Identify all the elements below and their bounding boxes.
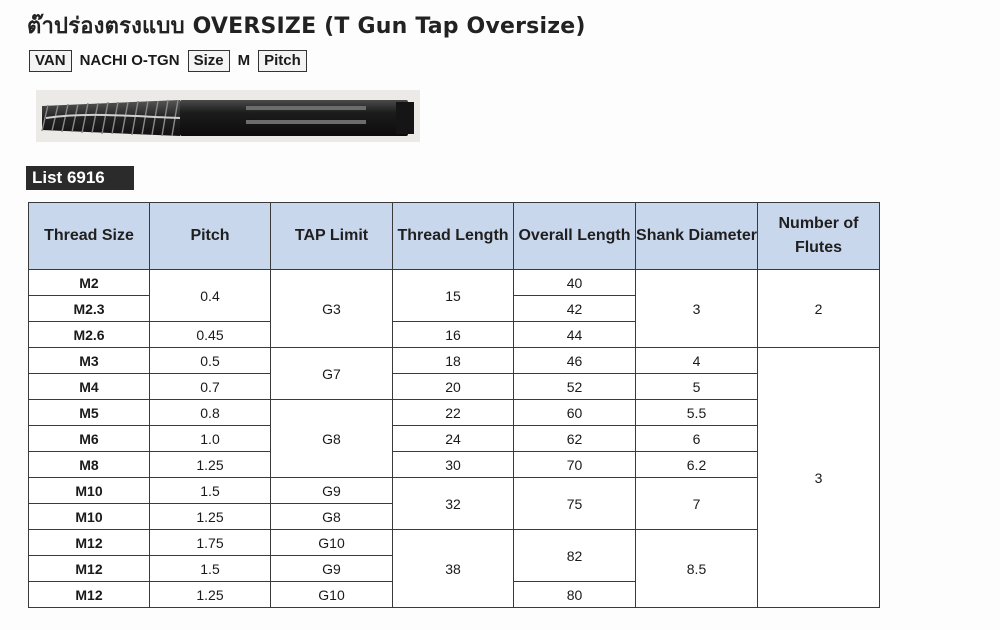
spec-table (28, 202, 880, 608)
pitch-cell: 1.75 (150, 530, 271, 556)
overall-length-cell: 42 (514, 296, 636, 322)
tap-tool-image (36, 90, 420, 142)
list-number-label: List 6916 (26, 166, 134, 190)
flutes-cell: 3 (758, 348, 880, 608)
thread-length-cell: 20 (393, 374, 514, 400)
pitch-cell: 0.45 (150, 322, 271, 348)
pitch-cell: 1.25 (150, 582, 271, 608)
overall-length-cell: 40 (514, 270, 636, 296)
shank-diameter-cell: 5.5 (636, 400, 758, 426)
brand-badge: VAN (29, 50, 72, 72)
thread-length-cell: 18 (393, 348, 514, 374)
series-code: NACHI O-TGN (79, 52, 180, 69)
thread-size-cell: M2 (29, 270, 150, 296)
pitch-cell: 1.25 (150, 504, 271, 530)
overall-length-cell: 60 (514, 400, 636, 426)
overall-length-cell: 44 (514, 322, 636, 348)
tap-limit-cell: G9 (271, 478, 393, 504)
pitch-cell: 1.5 (150, 556, 271, 582)
overall-length-cell: 46 (514, 348, 636, 374)
pitch-cell: 0.5 (150, 348, 271, 374)
header-overall-length: Overall Length (514, 203, 636, 270)
thread-size-cell: M6 (29, 426, 150, 452)
header-flutes: Number of Flutes (758, 203, 880, 270)
thread-size-cell: M12 (29, 556, 150, 582)
pitch-badge: Pitch (258, 50, 307, 72)
header-tap-limit: TAP Limit (271, 203, 393, 270)
overall-length-cell: 52 (514, 374, 636, 400)
table-header-row (29, 203, 880, 270)
table-row (29, 530, 880, 556)
thread-length-cell: 15 (393, 270, 514, 322)
flutes-cell: 2 (758, 270, 880, 348)
overall-length-cell: 75 (514, 478, 636, 530)
thread-size-cell: M4 (29, 374, 150, 400)
table-row (29, 426, 880, 452)
thread-size-cell: M3 (29, 348, 150, 374)
pitch-cell: 0.4 (150, 270, 271, 322)
pitch-cell: 1.5 (150, 478, 271, 504)
thread-length-cell: 32 (393, 478, 514, 530)
table-row (29, 270, 880, 296)
thread-size-cell: M10 (29, 478, 150, 504)
shank-diameter-cell: 6.2 (636, 452, 758, 478)
shank-diameter-cell: 4 (636, 348, 758, 374)
table-row (29, 348, 880, 374)
thread-size-cell: M5 (29, 400, 150, 426)
tap-limit-cell: G3 (271, 270, 393, 348)
thread-size-cell: M8 (29, 452, 150, 478)
tap-limit-cell: G8 (271, 504, 393, 530)
thread-length-cell: 22 (393, 400, 514, 426)
thread-size-cell: M2.3 (29, 296, 150, 322)
size-badge: Size (188, 50, 230, 72)
shank-diameter-cell: 7 (636, 478, 758, 530)
header-pitch: Pitch (150, 203, 271, 270)
tap-limit-cell: G10 (271, 530, 393, 556)
table-row (29, 400, 880, 426)
pitch-cell: 0.8 (150, 400, 271, 426)
tap-limit-cell: G9 (271, 556, 393, 582)
thread-size-cell: M12 (29, 530, 150, 556)
pitch-cell: 0.7 (150, 374, 271, 400)
pitch-cell: 1.25 (150, 452, 271, 478)
page-title: ต๊าปร่องตรงแบบ OVERSIZE (T Gun Tap Oversize) (27, 14, 586, 39)
thread-size-cell: M12 (29, 582, 150, 608)
overall-length-cell: 80 (514, 582, 636, 608)
thread-length-cell: 16 (393, 322, 514, 348)
overall-length-cell: 62 (514, 426, 636, 452)
pitch-cell: 1.0 (150, 426, 271, 452)
tap-limit-cell: G8 (271, 400, 393, 478)
header-thread-length: Thread Length (393, 203, 514, 270)
header-shank-diameter: Shank Diameter (636, 203, 758, 270)
product-code-row (29, 50, 307, 72)
shank-diameter-cell: 8.5 (636, 530, 758, 608)
shank-diameter-cell: 3 (636, 270, 758, 348)
thread-length-cell: 24 (393, 426, 514, 452)
shank-diameter-cell: 5 (636, 374, 758, 400)
tap-limit-cell: G10 (271, 582, 393, 608)
header-thread-size: Thread Size (29, 203, 150, 270)
m-label: M (237, 52, 251, 69)
tap-limit-cell: G7 (271, 348, 393, 400)
overall-length-cell: 82 (514, 530, 636, 582)
thread-size-cell: M10 (29, 504, 150, 530)
thread-length-cell: 30 (393, 452, 514, 478)
table-row (29, 374, 880, 400)
overall-length-cell: 70 (514, 452, 636, 478)
shank-diameter-cell: 6 (636, 426, 758, 452)
thread-length-cell: 38 (393, 530, 514, 608)
thread-size-cell: M2.6 (29, 322, 150, 348)
table-row (29, 478, 880, 504)
table-row (29, 452, 880, 478)
